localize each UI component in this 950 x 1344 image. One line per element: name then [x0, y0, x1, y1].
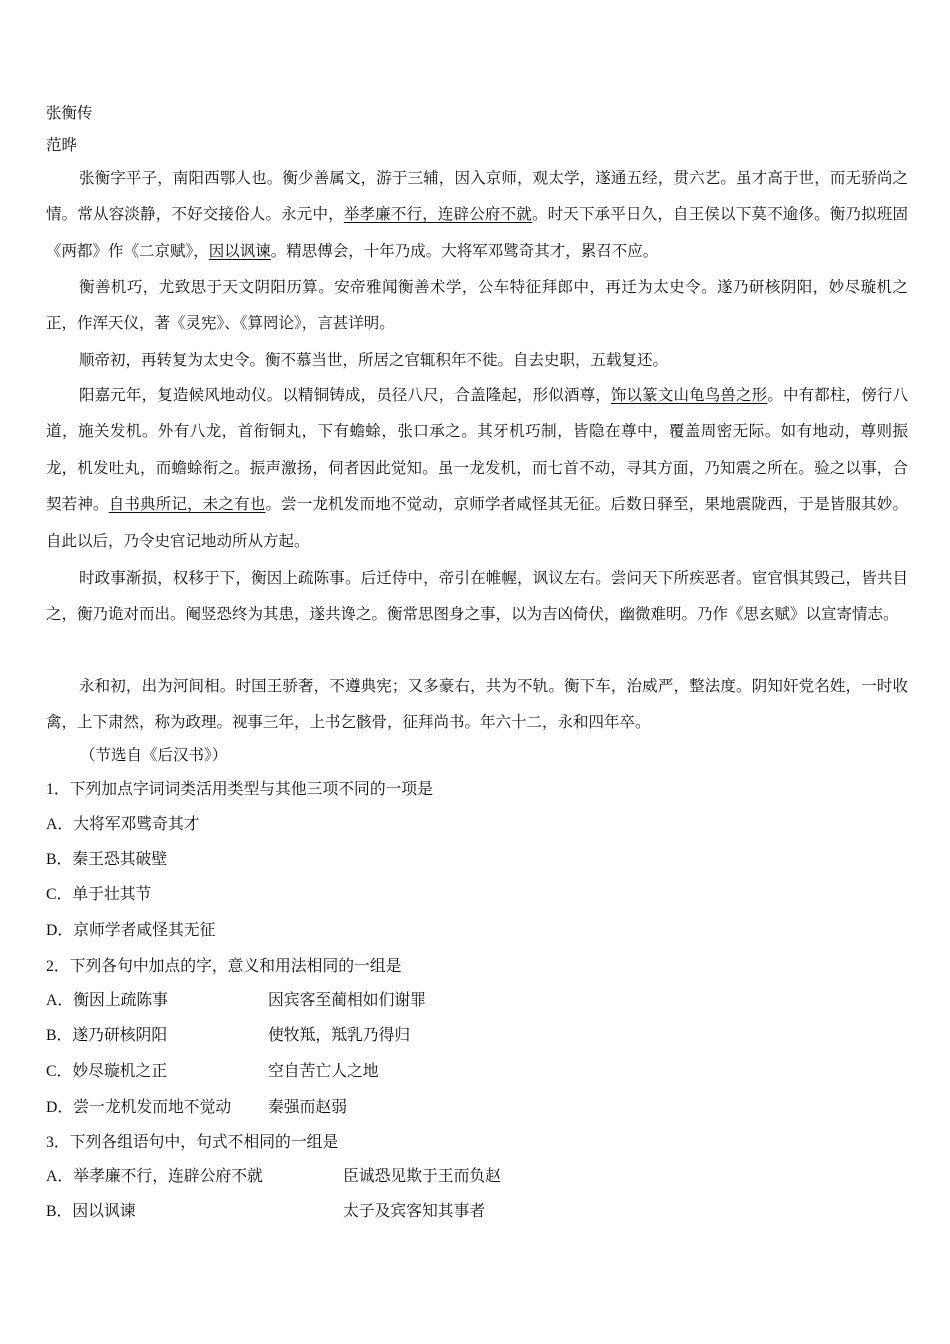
option-label: C．: [46, 1063, 73, 1080]
paragraph-text: 。尝一龙机发而地不觉动，京师学者咸怪其无征。后数日驿至，果地震陇西，于是皆服其妙。自此以后，乃令史官记地动所从方起。: [46, 495, 908, 550]
option-compare-text: 因宾客至蔺相如们谢罪: [268, 992, 426, 1009]
option-label: D．: [46, 922, 74, 939]
paragraph-5: [46, 560, 908, 633]
option-text: 遂乃研核阴阳: [72, 1027, 168, 1044]
question-2-option-d: [46, 1098, 347, 1118]
source-note: （节选自《后汉书》）: [80, 746, 228, 764]
option-label: B．: [46, 851, 73, 868]
option-text: 因以讽谏: [72, 1203, 136, 1220]
paragraph-3: [46, 342, 908, 378]
question-2-stem: 2．下列各句中加点的字，意义和用法相同的一组是: [46, 958, 402, 975]
paragraph-1: [46, 160, 908, 269]
option-compare-text: 秦强而赵弱: [268, 1099, 347, 1116]
option-text: 大将军邓骘奇其才: [73, 816, 200, 833]
question-1-option-a: [46, 815, 200, 835]
question-3-option-b: [46, 1202, 486, 1222]
underlined-sentence: 饰以篆文山龟鸟兽之形: [610, 386, 768, 404]
underlined-sentence: 自书典所记，未之有也: [108, 495, 266, 514]
question-1-option-b: [46, 850, 167, 870]
question-2-option-b: [46, 1026, 411, 1046]
paragraph-text: 张衡字平子，南阳西鄂人也。衡少善属文，游于三辅，因入京师，观太学，遂通五经，贯六艺。虽才高于世，而无骄尚之情。常从容淡静，不好交接俗人。永元中，: [46, 169, 908, 224]
underlined-sentence: 举孝廉不行，连辟公府不就: [343, 205, 532, 224]
paragraph-text: 阳嘉元年，复造候风地动仪。以精铜铸成，员径八尺，合盖隆起，形似酒尊，: [79, 386, 611, 404]
question-1-stem: 1．下列加点字词词类活用类型与其他三项不同的一项是: [46, 781, 434, 798]
underlined-sentence: 因以讽谏: [208, 241, 271, 260]
paragraph-text: 衡善机巧，尤致思于天文阴阳历算。安帝雅闻衡善术学，公车特征拜郎中，再迁为太史令。遂乃研核阴阳，妙尽璇机之正，作浑天仪，著《灵宪》、《算罔论》，言甚详明。: [46, 278, 908, 333]
question-1-option-d: [46, 921, 215, 941]
option-text: 尝一龙机发而地不觉动: [73, 1099, 232, 1116]
document-title: 张衡传: [46, 104, 93, 122]
question-3-stem: 3．下列各组语句中，句式不相同的一组是: [46, 1134, 339, 1151]
option-label: A．: [46, 1168, 74, 1185]
option-label: A．: [46, 816, 74, 833]
option-text: 举孝廉不行，连辟公府不就: [73, 1168, 263, 1185]
paragraph-text: 永和初，出为河间相。时国王骄奢，不遵典宪；又多豪右，共为不轨。衡下车，治威严，整法度。阴知奸党名姓，一时收禽，上下肃然，称为政理。视事三年，上书乞骸骨，征拜尚书。年六十二，永和四年卒。: [46, 677, 908, 732]
option-compare-text: 太子及宾客知其事者: [343, 1203, 486, 1220]
option-label: A．: [46, 992, 74, 1009]
option-label: D．: [46, 1099, 74, 1116]
option-text: 京师学者咸怪其无征: [73, 922, 216, 939]
option-text: 妙尽璇机之正: [72, 1063, 168, 1080]
paragraph-2: [46, 269, 908, 342]
option-label: B．: [46, 1027, 73, 1044]
question-1-option-c: [46, 885, 151, 905]
option-compare-text: 空自苦亡人之地: [268, 1063, 379, 1080]
paragraph-6: [46, 668, 908, 741]
option-compare-text: 臣诚恐见欺于王而负赵: [343, 1168, 501, 1185]
paragraph-text: 。时天下承平日久，自王侯以下莫不逾侈。衡乃拟班固《两都》作《二京赋》，: [46, 205, 908, 260]
option-text: 单于壮其节: [72, 886, 152, 903]
paragraph-text: 。中有都柱，傍行八道，施关发机。外有八龙，首衔铜丸，下有蟾蜍，张口承之。其牙机巧制，皆隐在尊中，覆盖周密无际。如有地动，尊则振龙，机发吐丸，而蟾蜍衔之。振声激扬，伺者因此觉知。虽一龙发机，而七首不动，寻其方面，乃知震之所在。验之以事，合契若神。: [46, 386, 908, 514]
option-label: C．: [46, 886, 73, 903]
option-label: B．: [46, 1203, 73, 1220]
paragraph-text: 时政事渐损，权移于下，衡因上疏陈事。后迁侍中，帝引在帷幄，讽议左右。尝问天下所疾恶者。宦官惧其毁己，皆共目之，衡乃诡对而出。阉竖恐终为其患，遂共谗之。衡常思图身之事，以为吉凶倚伏，幽微难明。乃作《思玄赋》以宣寄情志。: [46, 569, 908, 624]
document-author: 范晔: [46, 136, 78, 154]
option-text: 秦王恐其破壁: [72, 851, 168, 868]
question-2-option-a: [46, 991, 426, 1011]
question-2-option-c: [46, 1062, 379, 1082]
paragraph-text: 。精思傅会，十年乃成。大将军邓骘奇其才，累召不应。: [270, 241, 659, 260]
question-3-option-a: [46, 1167, 501, 1187]
paragraph-text: 顺帝初，再转复为太史令。衡不慕当世，所居之官辄积年不徙。自去史职，五载复还。: [79, 351, 669, 369]
option-text: 衡因上疏陈事: [73, 992, 169, 1009]
paragraph-4: [46, 377, 908, 559]
option-compare-text: 使牧羝，羝乳乃得归: [268, 1027, 411, 1044]
